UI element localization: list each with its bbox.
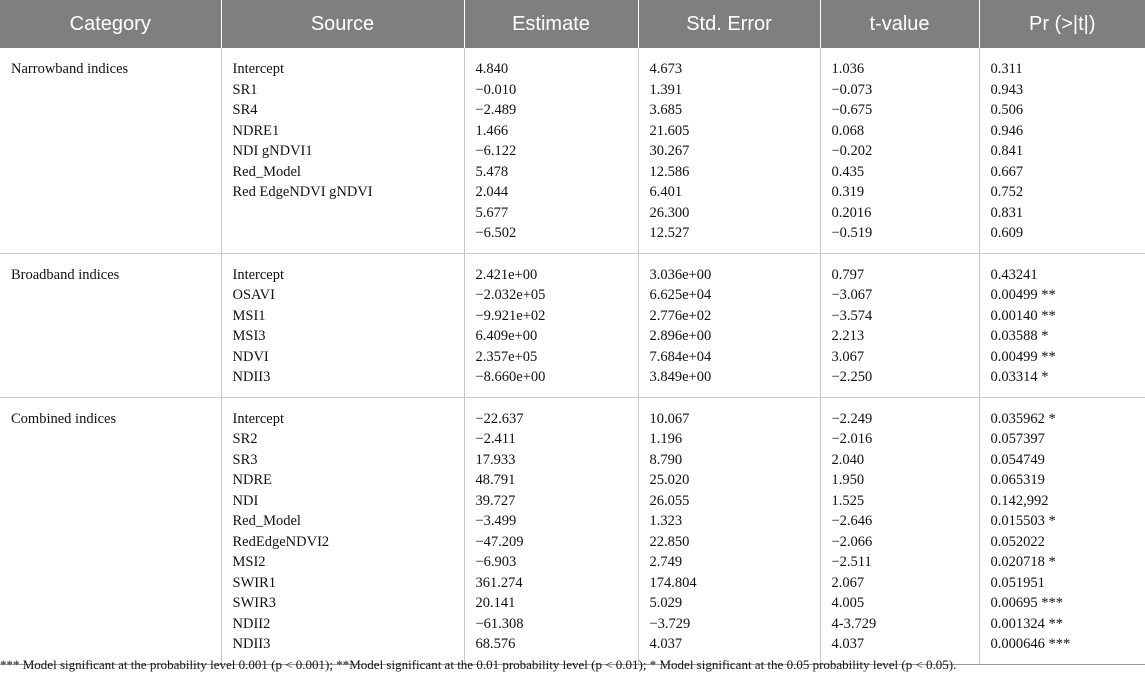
p-value-cell-value: 0.506 <box>990 102 1024 118</box>
estimate-cell <box>464 48 638 253</box>
t-value-cell-value: −0.519 <box>831 225 873 241</box>
std-error-cell-value: 26.300 <box>649 204 690 221</box>
std-error-cell-value: 8.790 <box>649 451 683 468</box>
category-cell <box>0 253 221 397</box>
table-body <box>0 48 1145 664</box>
t-value-cell-value: 0.319 <box>831 184 865 200</box>
t-value-cell-value: 2.213 <box>831 328 865 344</box>
header-estimate: Estimate <box>464 0 638 48</box>
p-value-cell-value: 0.020718 * <box>990 554 1056 570</box>
t-value-cell-value: 2.040 <box>831 451 865 468</box>
source-cell-value: NDI gNDVI1 <box>232 143 313 159</box>
header-row <box>0 0 1145 48</box>
estimate-cell-value: 2.421e+00 <box>475 266 538 283</box>
p-value-cell-value: 0.03588 * <box>990 328 1049 344</box>
estimate-cell-value: −6.122 <box>475 143 517 159</box>
t-value-cell-value: 4-3.729 <box>831 615 877 632</box>
source-cell-value: SR1 <box>232 81 258 98</box>
header-category: Category <box>0 0 221 48</box>
header-t-value: t-value <box>820 0 979 48</box>
estimate-cell-value: 39.727 <box>475 492 516 509</box>
t-value-cell-value: 4.037 <box>831 636 865 652</box>
estimate-cell-value: −8.660e+00 <box>475 369 546 385</box>
std-error-cell-value: 10.067 <box>649 410 690 427</box>
std-error-cell-value: 174.804 <box>649 574 697 591</box>
estimate-cell-value: 2.357e+05 <box>475 348 538 365</box>
estimate-cell-value: −3.499 <box>475 513 517 529</box>
t-value-cell-value: 1.525 <box>831 492 865 509</box>
p-value-cell-value: 0.00140 ** <box>990 307 1056 324</box>
estimate-cell-value: 2.044 <box>475 184 509 200</box>
source-cell-value: Intercept <box>232 410 285 427</box>
std-error-cell-value: 12.586 <box>649 163 690 180</box>
category-cell <box>0 397 221 664</box>
source-cell-value: Red_Model <box>232 163 301 180</box>
source-cell-value: MSI1 <box>232 307 266 324</box>
std-error-cell-value: 5.029 <box>649 595 683 611</box>
std-error-cell-value: 22.850 <box>649 533 690 550</box>
table-row <box>0 397 1145 664</box>
table-footnote: *** Model significant at the probability level 0.001 (p < 0.001); **Model significant at the 0.01 probability level (p < 0.01); * Model significant at the 0.05 probability level (p < 0.05). <box>0 657 957 672</box>
std-error-cell-value: 2.749 <box>649 554 683 570</box>
source-cell-value: SWIR3 <box>232 595 276 611</box>
t-value-cell-value: 1.036 <box>831 61 865 77</box>
category-label: Broadband indices <box>11 266 120 283</box>
category-label: Narrowband indices <box>11 61 129 77</box>
estimate-cell-value: −0.010 <box>475 81 517 98</box>
estimate-cell-value: −6.903 <box>475 554 517 570</box>
std-error-cell-value: 3.036e+00 <box>649 266 712 283</box>
p-value-cell-value: 0.609 <box>990 225 1024 241</box>
p-value-cell-value: 0.001324 ** <box>990 615 1063 632</box>
std-error-cell-value: 26.055 <box>649 492 690 509</box>
p-value-cell-value: 0.831 <box>990 204 1024 221</box>
std-error-cell-value: 3.849e+00 <box>649 369 712 385</box>
t-value-cell-value: −2.250 <box>831 369 873 385</box>
source-cell <box>221 48 464 253</box>
estimate-cell-value: −22.637 <box>475 410 524 427</box>
std-error-cell-value: 1.196 <box>649 431 683 447</box>
std-error-cell-value: 4.673 <box>649 61 683 77</box>
estimate-cell-value: −2.489 <box>475 102 517 118</box>
p-value-cell <box>979 48 1145 253</box>
p-value-cell-value: 0.000646 *** <box>990 636 1071 652</box>
source-cell-value: NDII3 <box>232 369 271 385</box>
p-value-cell-value: 0.667 <box>990 163 1024 180</box>
std-error-cell-value: 6.625e+04 <box>649 287 712 303</box>
estimate-cell-value: −61.308 <box>475 615 524 632</box>
p-value-cell <box>979 253 1145 397</box>
t-value-cell-value: −3.574 <box>831 307 873 324</box>
source-cell-value: NDRE <box>232 472 272 488</box>
source-cell-value: OSAVI <box>232 287 275 303</box>
source-cell-value: NDRE1 <box>232 122 280 139</box>
t-value-cell-value: −2.646 <box>831 513 873 529</box>
t-value-cell-value: −0.073 <box>831 81 873 98</box>
p-value-cell-value: 0.841 <box>990 143 1024 159</box>
std-error-cell-value: 21.605 <box>649 122 690 139</box>
t-value-cell-value: −2.249 <box>831 410 873 427</box>
source-cell-value: RedEdgeNDVI2 <box>232 533 330 550</box>
source-cell <box>221 253 464 397</box>
std-error-cell <box>638 48 820 253</box>
t-value-cell <box>820 397 979 664</box>
std-error-cell-value: 25.020 <box>649 472 690 488</box>
source-cell-value: SWIR1 <box>232 574 276 591</box>
estimate-cell-value: −6.502 <box>475 225 517 241</box>
estimate-cell <box>464 397 638 664</box>
p-value-cell-value: 0.142,992 <box>990 492 1049 509</box>
p-value-cell-value: 0.035962 * <box>990 410 1056 427</box>
t-value-cell-value: 0.068 <box>831 122 865 139</box>
source-cell-value: SR4 <box>232 102 258 118</box>
estimate-cell-value: −9.921e+02 <box>475 307 546 324</box>
t-value-cell-value: 0.797 <box>831 266 865 283</box>
estimate-cell-value: −2.032e+05 <box>475 287 546 303</box>
t-value-cell-value: 4.005 <box>831 595 865 611</box>
p-value-cell-value: 0.00499 ** <box>990 348 1056 365</box>
p-value-cell-value: 0.065319 <box>990 472 1045 488</box>
t-value-cell-value: −0.675 <box>831 102 873 118</box>
source-cell-value: Red_Model <box>232 513 301 529</box>
estimate-cell-value: 68.576 <box>475 636 516 652</box>
p-value-cell-value: 0.752 <box>990 184 1024 200</box>
t-value-cell-value: −2.016 <box>831 431 873 447</box>
p-value-cell-value: 0.43241 <box>990 266 1038 283</box>
p-value-cell-value: 0.052022 <box>990 533 1045 550</box>
std-error-cell <box>638 253 820 397</box>
p-value-cell-value: 0.311 <box>990 61 1023 77</box>
source-cell-value: NDII2 <box>232 615 271 632</box>
p-value-cell-value: 0.051951 <box>990 574 1045 591</box>
estimate-cell-value: 20.141 <box>475 595 516 611</box>
source-cell-value: SR3 <box>232 451 258 468</box>
source-cell-value: SR2 <box>232 431 258 447</box>
p-value-cell <box>979 397 1145 664</box>
source-cell-value: MSI3 <box>232 328 266 344</box>
std-error-cell-value: 12.527 <box>649 225 690 241</box>
source-cell-value: MSI2 <box>232 554 266 570</box>
t-value-cell-value: −0.202 <box>831 143 873 159</box>
std-error-cell-value: 3.685 <box>649 102 683 118</box>
std-error-cell-value: −3.729 <box>649 615 691 632</box>
t-value-cell-value: −3.067 <box>831 287 873 303</box>
t-value-cell-value: 3.067 <box>831 348 865 365</box>
estimate-cell-value: 4.840 <box>475 61 509 77</box>
estimate-cell-value: 48.791 <box>475 472 516 488</box>
t-value-cell <box>820 253 979 397</box>
p-value-cell-value: 0.03314 * <box>990 369 1049 385</box>
header-p-value: Pr (>|t|) <box>979 0 1145 48</box>
std-error-cell-value: 1.323 <box>649 513 683 529</box>
source-cell-value: Intercept <box>232 266 285 283</box>
estimate-cell-value: 1.466 <box>475 122 509 139</box>
p-value-cell-value: 0.00499 ** <box>990 287 1056 303</box>
t-value-cell-value: 2.067 <box>831 574 865 591</box>
estimate-cell-value: 5.677 <box>475 204 509 221</box>
table-row <box>0 48 1145 253</box>
estimate-cell-value: 5.478 <box>475 163 509 180</box>
source-cell <box>221 397 464 664</box>
t-value-cell-value: 1.950 <box>831 472 865 488</box>
source-cell-value: NDI <box>232 492 259 509</box>
estimate-cell-value: −2.411 <box>475 431 516 447</box>
p-value-cell-value: 0.057397 <box>990 431 1045 447</box>
t-value-cell-value: −2.511 <box>831 554 872 570</box>
std-error-cell-value: 4.037 <box>649 636 683 652</box>
std-error-cell-value: 6.401 <box>649 184 683 200</box>
t-value-cell <box>820 48 979 253</box>
header-std-error: Std. Error <box>638 0 820 48</box>
header-source: Source <box>221 0 464 48</box>
std-error-cell-value: 2.776e+02 <box>649 307 712 324</box>
std-error-cell-value: 1.391 <box>649 81 683 98</box>
std-error-cell-value: 2.896e+00 <box>649 328 712 344</box>
table-row <box>0 253 1145 397</box>
p-value-cell-value: 0.015503 * <box>990 513 1056 529</box>
estimate-cell-value: 17.933 <box>475 451 516 468</box>
p-value-cell-value: 0.943 <box>990 81 1024 98</box>
category-label: Combined indices <box>11 410 117 427</box>
source-cell-value: Intercept <box>232 61 285 77</box>
t-value-cell-value: 0.435 <box>831 163 865 180</box>
category-cell <box>0 48 221 253</box>
source-cell-value: Red EdgeNDVI gNDVI <box>232 184 373 200</box>
estimate-cell-value: 6.409e+00 <box>475 328 538 344</box>
p-value-cell-value: 0.00695 *** <box>990 595 1063 611</box>
estimate-cell-value: 361.274 <box>475 574 523 591</box>
std-error-cell-value: 7.684e+04 <box>649 348 712 365</box>
p-value-cell-value: 0.946 <box>990 122 1024 139</box>
estimate-cell <box>464 253 638 397</box>
t-value-cell-value: −2.066 <box>831 533 873 550</box>
std-error-cell <box>638 397 820 664</box>
std-error-cell-value: 30.267 <box>649 143 690 159</box>
source-cell-value: NDII3 <box>232 636 271 652</box>
p-value-cell-value: 0.054749 <box>990 451 1045 468</box>
estimate-cell-value: −47.209 <box>475 533 524 550</box>
t-value-cell-value: 0.2016 <box>831 204 872 221</box>
source-cell-value: NDVI <box>232 348 269 365</box>
